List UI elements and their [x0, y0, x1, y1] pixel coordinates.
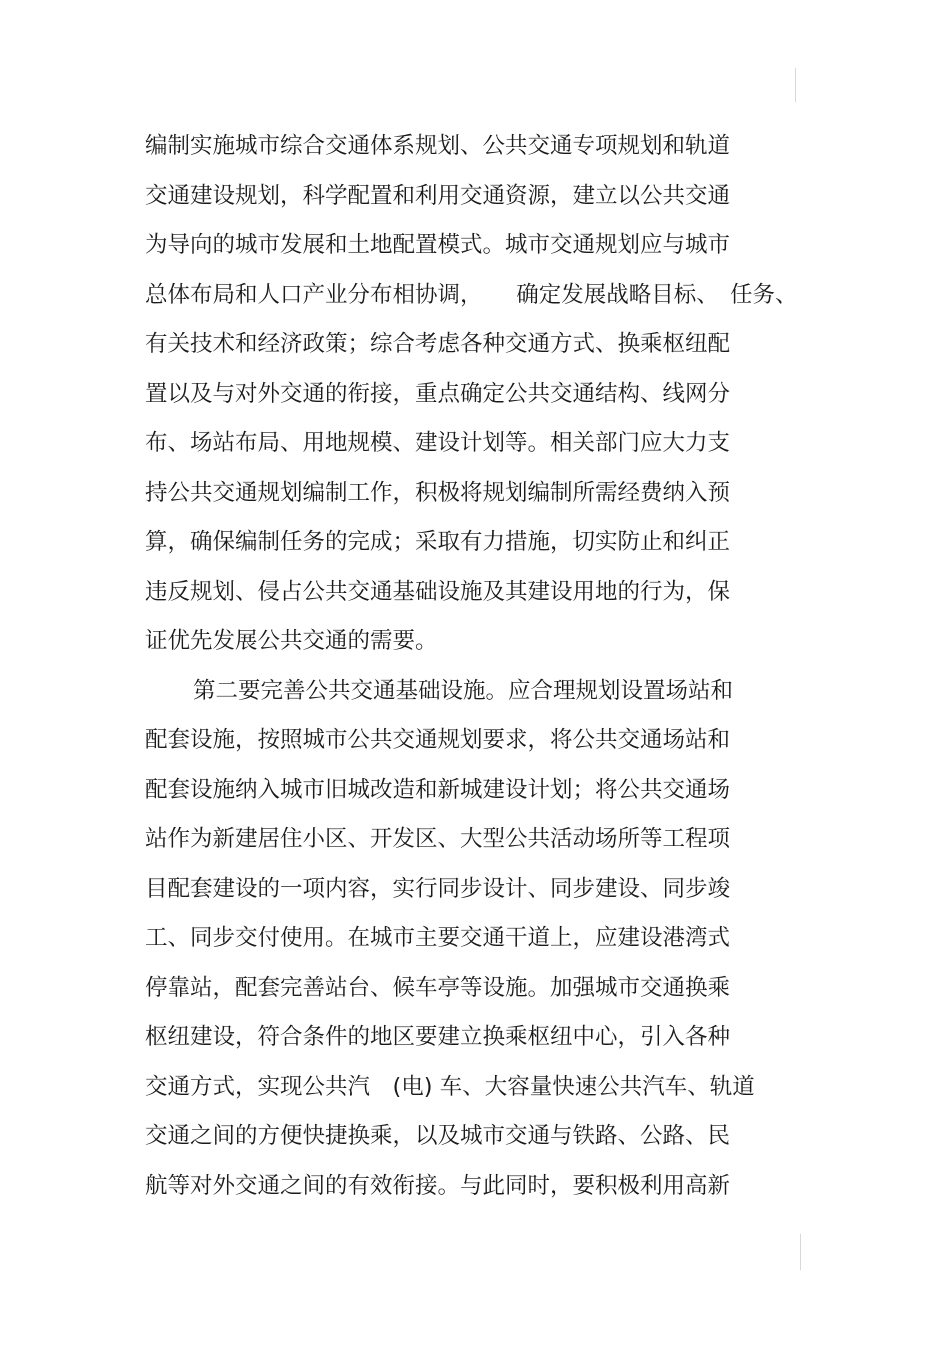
page-corner-mark [795, 68, 796, 102]
text-line: 为导向的城市发展和土地配置模式。城市交通规划应与城市 [145, 232, 731, 258]
text-line: 站作为新建居住小区、开发区、大型公共活动场所等工程项 [145, 826, 731, 852]
text-line: 违反规划、侵占公共交通基础设施及其建设用地的行为，保 [145, 578, 731, 605]
text-line: 工、同步交付使用。在城市主要交通干道上，应建设港湾式 [145, 925, 731, 951]
text-line: 编制实施城市综合交通体系规划、公共交通专项规划和轨道 [145, 133, 731, 159]
text-line: 算，确保编制任务的完成；采取有力措施，切实防止和纠正 [145, 529, 731, 555]
paragraph-first-line: 第二要完善公共交通基础设施。应合理规划设置场站和 [193, 677, 734, 704]
text-line: 交通之间的方便快捷换乘，以及城市交通与铁路、公路、民 [145, 1123, 731, 1149]
text-line: 目配套建设的一项内容，实行同步设计、同步建设、同步竣 [145, 875, 731, 902]
text-line: 布、场站布局、用地规模、建设计划等。相关部门应大力支 [145, 430, 731, 456]
text-line: 枢纽建设，符合条件的地区要建立换乘枢纽中心，引入各种 [145, 1024, 731, 1050]
text-line: 配套设施纳入城市旧城改造和新城建设计划；将公共交通场 [145, 776, 731, 803]
text-line: 持公共交通规划编制工作，积极将规划编制所需经费纳入预 [145, 479, 731, 506]
text-line: 证优先发展公共交通的需要。 [145, 628, 438, 654]
text-line: 交通方式，实现公共汽 (电) 车、大容量快速公共汽车、轨道 [145, 1073, 755, 1100]
text-line: 配套设施，按照城市公共交通规划要求，将公共交通场站和 [145, 727, 731, 753]
text-line: 交通建设规划，科学配置和利用交通资源，建立以公共交通 [145, 182, 731, 209]
text-line: 有关技术和经济政策；综合考虑各种交通方式、换乘枢纽配 [145, 331, 731, 357]
text-line: 停靠站，配套完善站台、候车亭等设施。加强城市交通换乘 [145, 974, 731, 1001]
text-line: 置以及与对外交通的衔接，重点确定公共交通结构、线网分 [145, 380, 731, 407]
text-line: 航等对外交通之间的有效衔接。与此同时，要积极利用高新 [145, 1172, 731, 1199]
page-corner-mark [800, 1234, 801, 1270]
text-line: 总体布局和人口产业分布相协调， 确定发展战略目标、 任务、 [145, 281, 798, 308]
body-text [145, 122, 825, 1211]
